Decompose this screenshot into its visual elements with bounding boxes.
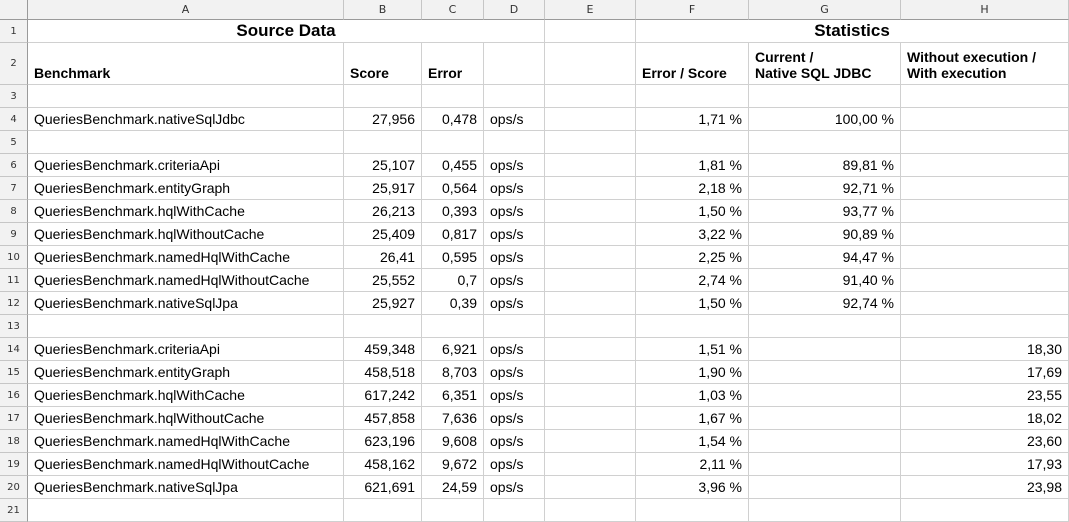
row-header-19[interactable]: 19 (0, 453, 28, 476)
empty-cell[interactable] (484, 131, 545, 154)
error-cell[interactable]: 24,59 (422, 476, 484, 499)
unit-cell[interactable]: ops/s (484, 361, 545, 384)
error-score-cell[interactable]: 2,74 % (636, 269, 749, 292)
empty-cell[interactable] (484, 315, 545, 338)
row-header-5[interactable]: 5 (0, 131, 28, 154)
score-cell[interactable]: 457,858 (344, 407, 422, 430)
current-native-cell[interactable]: 92,74 % (749, 292, 901, 315)
error-score-cell[interactable]: 2,25 % (636, 246, 749, 269)
table-row (28, 85, 1069, 108)
row-header-14[interactable]: 14 (0, 338, 28, 361)
without-with-cell[interactable]: 23,60 (901, 430, 1069, 453)
current-native-cell[interactable] (749, 384, 901, 407)
without-with-cell[interactable]: 17,93 (901, 453, 1069, 476)
row-header-17[interactable]: 17 (0, 407, 28, 430)
empty-cell[interactable] (636, 85, 749, 108)
empty-cell[interactable] (901, 499, 1069, 522)
empty-cell[interactable] (344, 315, 422, 338)
row-header-13[interactable]: 13 (0, 315, 28, 338)
statistics-title[interactable]: Statistics (636, 20, 1069, 43)
without-with-cell[interactable] (901, 108, 1069, 131)
current-native-cell[interactable]: 94,47 % (749, 246, 901, 269)
empty-cell[interactable] (344, 131, 422, 154)
unit-cell[interactable]: ops/s (484, 200, 545, 223)
empty-cell[interactable] (545, 499, 636, 522)
header-current-native[interactable] (749, 43, 901, 85)
column-header-e[interactable]: E (545, 0, 636, 20)
error-score-cell[interactable]: 1,50 % (636, 200, 749, 223)
unit-cell[interactable]: ops/s (484, 154, 545, 177)
empty-cell[interactable] (545, 131, 636, 154)
table-row (28, 200, 1069, 223)
empty-cell[interactable] (749, 499, 901, 522)
row-header-3[interactable]: 3 (0, 85, 28, 108)
unit-cell[interactable]: ops/s (484, 407, 545, 430)
empty-cell[interactable] (545, 154, 636, 177)
empty-cell[interactable] (545, 292, 636, 315)
current-native-cell[interactable]: 91,40 % (749, 269, 901, 292)
score-cell[interactable]: 459,348 (344, 338, 422, 361)
column-header-b[interactable]: B (344, 0, 422, 20)
benchmark-cell[interactable]: QueriesBenchmark.namedHqlWithCache (28, 430, 344, 453)
score-cell[interactable]: 458,518 (344, 361, 422, 384)
error-cell[interactable]: 6,921 (422, 338, 484, 361)
header-error[interactable]: Error (422, 43, 484, 85)
score-cell[interactable]: 25,917 (344, 177, 422, 200)
error-score-cell[interactable]: 1,54 % (636, 430, 749, 453)
empty-cell[interactable] (749, 131, 901, 154)
score-cell[interactable]: 25,409 (344, 223, 422, 246)
column-header-c[interactable]: C (422, 0, 484, 20)
table-row (28, 177, 1069, 200)
header-error-score[interactable]: Error / Score (636, 43, 749, 85)
score-cell[interactable]: 25,552 (344, 269, 422, 292)
empty-cell[interactable] (749, 315, 901, 338)
empty-cell[interactable] (636, 499, 749, 522)
without-with-cell[interactable] (901, 223, 1069, 246)
benchmark-cell[interactable]: QueriesBenchmark.criteriaApi (28, 338, 344, 361)
cell-d2[interactable] (484, 43, 545, 85)
table-row (28, 131, 1069, 154)
score-cell[interactable]: 25,927 (344, 292, 422, 315)
empty-cell[interactable] (901, 315, 1069, 338)
error-cell[interactable]: 0,478 (422, 108, 484, 131)
table-row (28, 292, 1069, 315)
benchmark-cell[interactable]: QueriesBenchmark.namedHqlWithoutCache (28, 269, 344, 292)
empty-cell[interactable] (28, 85, 344, 108)
row-header-2[interactable]: 2 (0, 43, 28, 85)
without-with-cell[interactable]: 23,98 (901, 476, 1069, 499)
empty-cell[interactable] (545, 453, 636, 476)
error-cell[interactable]: 0,817 (422, 223, 484, 246)
current-native-cell[interactable] (749, 476, 901, 499)
benchmark-cell[interactable]: QueriesBenchmark.entityGraph (28, 177, 344, 200)
empty-cell[interactable] (545, 315, 636, 338)
unit-cell[interactable]: ops/s (484, 338, 545, 361)
row-header-10[interactable]: 10 (0, 246, 28, 269)
table-row (28, 384, 1069, 407)
empty-cell[interactable] (545, 269, 636, 292)
benchmark-cell[interactable]: QueriesBenchmark.criteriaApi (28, 154, 344, 177)
without-with-cell[interactable] (901, 154, 1069, 177)
column-header-a[interactable]: A (28, 0, 344, 20)
benchmark-cell[interactable]: QueriesBenchmark.hqlWithCache (28, 384, 344, 407)
table-row (28, 43, 1069, 85)
error-cell[interactable]: 9,672 (422, 453, 484, 476)
benchmark-cell[interactable]: QueriesBenchmark.entityGraph (28, 361, 344, 384)
empty-cell[interactable] (749, 85, 901, 108)
source-data-title[interactable]: Source Data (28, 20, 545, 43)
header-benchmark[interactable]: Benchmark (28, 43, 344, 85)
table-row (28, 108, 1069, 131)
current-native-cell[interactable] (749, 430, 901, 453)
empty-cell[interactable] (422, 315, 484, 338)
error-cell[interactable]: 7,636 (422, 407, 484, 430)
benchmark-cell[interactable]: QueriesBenchmark.nativeSqlJpa (28, 292, 344, 315)
table-row (28, 407, 1069, 430)
row-header-16[interactable]: 16 (0, 384, 28, 407)
empty-cell[interactable] (545, 108, 636, 131)
unit-cell[interactable]: ops/s (484, 223, 545, 246)
column-header-g[interactable]: G (749, 0, 901, 20)
without-with-cell[interactable]: 17,69 (901, 361, 1069, 384)
unit-cell[interactable]: ops/s (484, 476, 545, 499)
column-header-f[interactable]: F (636, 0, 749, 20)
row-header-21[interactable]: 21 (0, 499, 28, 522)
error-cell[interactable]: 8,703 (422, 361, 484, 384)
empty-cell[interactable] (484, 499, 545, 522)
table-row (28, 453, 1069, 476)
empty-cell[interactable] (422, 85, 484, 108)
cell-e1[interactable] (545, 20, 636, 43)
benchmark-cell[interactable]: QueriesBenchmark.nativeSqlJdbc (28, 108, 344, 131)
table-row (28, 361, 1069, 384)
score-cell[interactable]: 458,162 (344, 453, 422, 476)
header-current-native-line1: Current / (755, 49, 814, 65)
empty-cell[interactable] (344, 85, 422, 108)
benchmark-cell[interactable]: QueriesBenchmark.namedHqlWithoutCache (28, 453, 344, 476)
unit-cell[interactable]: ops/s (484, 292, 545, 315)
row-header-12[interactable]: 12 (0, 292, 28, 315)
cell-e2[interactable] (545, 43, 636, 85)
error-score-cell[interactable]: 1,71 % (636, 108, 749, 131)
score-cell[interactable]: 617,242 (344, 384, 422, 407)
row-header-7[interactable]: 7 (0, 177, 28, 200)
header-without-with[interactable] (901, 43, 1069, 85)
score-cell[interactable]: 25,107 (344, 154, 422, 177)
benchmark-cell[interactable]: QueriesBenchmark.hqlWithoutCache (28, 407, 344, 430)
row-header-20[interactable]: 20 (0, 476, 28, 499)
row-header-18[interactable]: 18 (0, 430, 28, 453)
table-row (28, 154, 1069, 177)
without-with-cell[interactable] (901, 200, 1069, 223)
row-header-11[interactable]: 11 (0, 269, 28, 292)
header-without-with-line1: Without execution / (907, 49, 1036, 65)
header-score[interactable]: Score (344, 43, 422, 85)
without-with-cell[interactable]: 23,55 (901, 384, 1069, 407)
table-row (28, 499, 1069, 522)
without-with-cell[interactable] (901, 246, 1069, 269)
without-with-cell[interactable]: 18,02 (901, 407, 1069, 430)
empty-cell[interactable] (484, 85, 545, 108)
error-cell[interactable]: 0,39 (422, 292, 484, 315)
empty-cell[interactable] (545, 361, 636, 384)
error-cell[interactable]: 0,595 (422, 246, 484, 269)
current-native-cell[interactable] (749, 338, 901, 361)
table-row (28, 269, 1069, 292)
empty-cell[interactable] (545, 246, 636, 269)
score-cell[interactable]: 623,196 (344, 430, 422, 453)
current-native-cell[interactable]: 92,71 % (749, 177, 901, 200)
empty-cell[interactable] (422, 499, 484, 522)
table-row (28, 338, 1069, 361)
error-score-cell[interactable]: 3,96 % (636, 476, 749, 499)
error-score-cell[interactable]: 1,51 % (636, 338, 749, 361)
row-header-15[interactable]: 15 (0, 361, 28, 384)
empty-cell[interactable] (545, 384, 636, 407)
current-native-cell[interactable]: 90,89 % (749, 223, 901, 246)
unit-cell[interactable]: ops/s (484, 430, 545, 453)
error-score-cell[interactable]: 2,11 % (636, 453, 749, 476)
empty-cell[interactable] (545, 177, 636, 200)
table-row (28, 246, 1069, 269)
current-native-cell[interactable]: 89,81 % (749, 154, 901, 177)
without-with-cell[interactable] (901, 269, 1069, 292)
current-native-cell[interactable] (749, 407, 901, 430)
current-native-cell[interactable]: 100,00 % (749, 108, 901, 131)
error-cell[interactable]: 0,564 (422, 177, 484, 200)
empty-cell[interactable] (28, 315, 344, 338)
header-without-with-line2: With execution (907, 65, 1007, 81)
unit-cell[interactable]: ops/s (484, 246, 545, 269)
error-score-cell[interactable]: 1,81 % (636, 154, 749, 177)
empty-cell[interactable] (28, 499, 344, 522)
unit-cell[interactable]: ops/s (484, 384, 545, 407)
empty-cell[interactable] (28, 131, 344, 154)
column-header-h[interactable]: H (901, 0, 1069, 20)
benchmark-cell[interactable]: QueriesBenchmark.hqlWithCache (28, 200, 344, 223)
empty-cell[interactable] (545, 223, 636, 246)
without-with-cell[interactable]: 18,30 (901, 338, 1069, 361)
current-native-cell[interactable] (749, 361, 901, 384)
without-with-cell[interactable] (901, 292, 1069, 315)
benchmark-cell[interactable]: QueriesBenchmark.namedHqlWithCache (28, 246, 344, 269)
empty-cell[interactable] (901, 85, 1069, 108)
empty-cell[interactable] (901, 131, 1069, 154)
without-with-cell[interactable] (901, 177, 1069, 200)
table-row (28, 20, 1069, 43)
table-row (28, 223, 1069, 246)
empty-cell[interactable] (344, 499, 422, 522)
error-cell[interactable]: 9,608 (422, 430, 484, 453)
row-header-4[interactable]: 4 (0, 108, 28, 131)
error-score-cell[interactable]: 2,18 % (636, 177, 749, 200)
row-header-8[interactable]: 8 (0, 200, 28, 223)
score-cell[interactable]: 26,41 (344, 246, 422, 269)
header-current-native-line2: Native SQL JDBC (755, 65, 872, 81)
empty-cell[interactable] (545, 407, 636, 430)
error-score-cell[interactable]: 3,22 % (636, 223, 749, 246)
empty-cell[interactable] (545, 338, 636, 361)
benchmark-cell[interactable]: QueriesBenchmark.hqlWithoutCache (28, 223, 344, 246)
benchmark-cell[interactable]: QueriesBenchmark.nativeSqlJpa (28, 476, 344, 499)
current-native-cell[interactable]: 93,77 % (749, 200, 901, 223)
empty-cell[interactable] (636, 315, 749, 338)
unit-cell[interactable]: ops/s (484, 269, 545, 292)
error-score-cell[interactable]: 1,67 % (636, 407, 749, 430)
score-cell[interactable]: 26,213 (344, 200, 422, 223)
error-cell[interactable]: 0,7 (422, 269, 484, 292)
error-cell[interactable]: 0,455 (422, 154, 484, 177)
column-header-d[interactable]: D (484, 0, 545, 20)
unit-cell[interactable]: ops/s (484, 453, 545, 476)
empty-cell[interactable] (545, 476, 636, 499)
error-score-cell[interactable]: 1,50 % (636, 292, 749, 315)
error-cell[interactable]: 0,393 (422, 200, 484, 223)
table-row (28, 315, 1069, 338)
table-row (28, 476, 1069, 499)
unit-cell[interactable]: ops/s (484, 177, 545, 200)
error-cell[interactable]: 6,351 (422, 384, 484, 407)
row-header-9[interactable]: 9 (0, 223, 28, 246)
error-score-cell[interactable]: 1,90 % (636, 361, 749, 384)
table-row (28, 430, 1069, 453)
empty-cell[interactable] (545, 85, 636, 108)
empty-cell[interactable] (545, 200, 636, 223)
row-header-6[interactable]: 6 (0, 154, 28, 177)
empty-cell[interactable] (422, 131, 484, 154)
row-header-1[interactable]: 1 (0, 20, 28, 43)
unit-cell[interactable]: ops/s (484, 108, 545, 131)
score-cell[interactable]: 27,956 (344, 108, 422, 131)
empty-cell[interactable] (545, 430, 636, 453)
error-score-cell[interactable]: 1,03 % (636, 384, 749, 407)
empty-cell[interactable] (636, 131, 749, 154)
select-all-corner[interactable] (0, 0, 28, 20)
current-native-cell[interactable] (749, 453, 901, 476)
score-cell[interactable]: 621,691 (344, 476, 422, 499)
